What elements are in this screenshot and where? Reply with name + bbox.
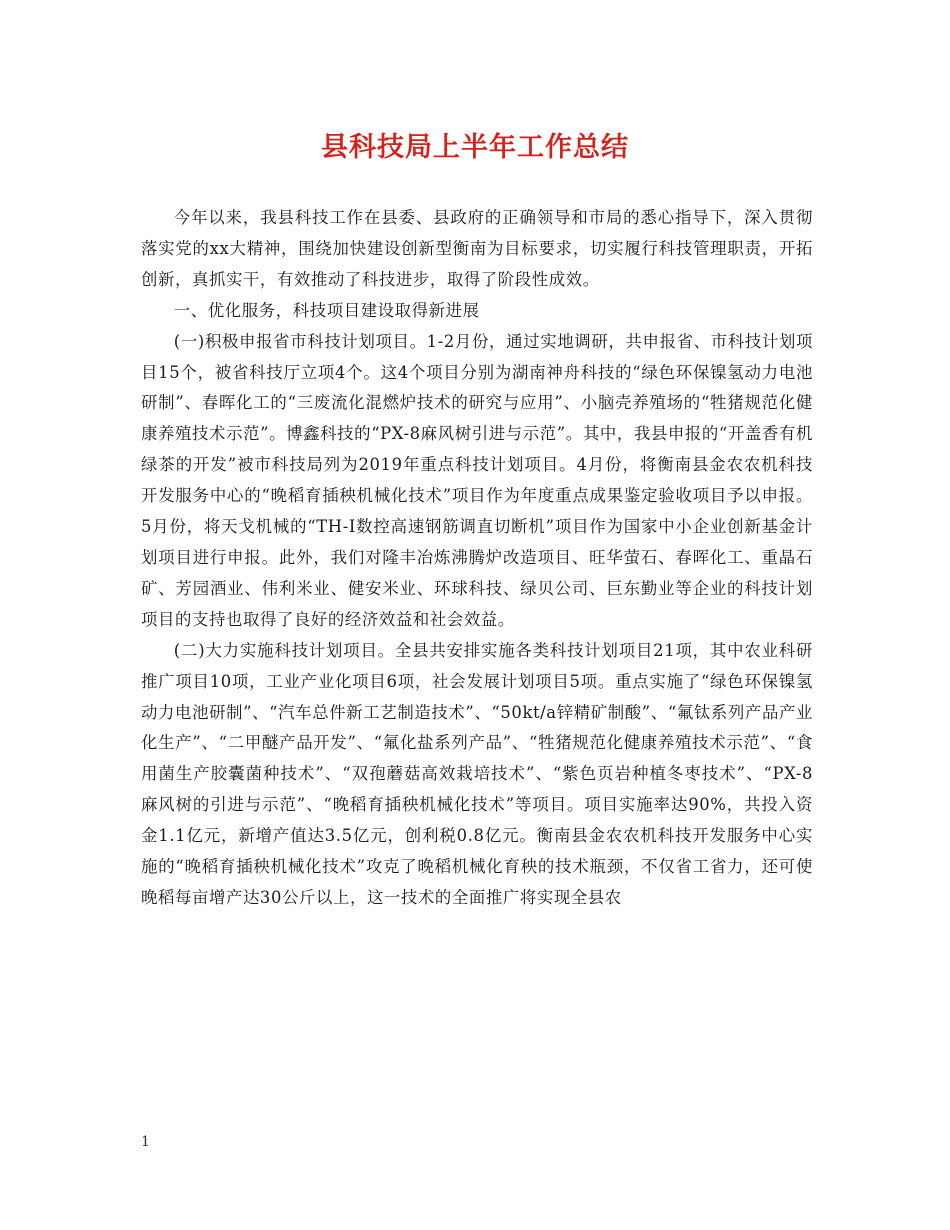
document-title: 县科技局上半年工作总结 — [321, 132, 629, 163]
page-number: 1 — [141, 1134, 150, 1150]
document-body — [141, 203, 813, 914]
section-heading: 一、优化服务，科技项目建设取得新进展 — [173, 300, 480, 320]
paragraph-subsection-1: (一)积极申报省市科技计划项目。1-2月份，通过实地调研，共申报省、市科技计划项目15个，被省科技厅立项4个。这4个项目分别为湖南神舟科技的“绿色环保镍氢动力电池研制”、春晖化工的“三废流化混燃炉技术的研究与应用”、小脑壳养殖场的“牲猪规范化健康养殖技术示范”。博鑫科技的“PX-8麻风树引进与示范”。其中，我县申报的“开盖香有机绿茶的开发”被市科技局列为2019年重点科技计划项目。4月份，将衡南县金农农机科技开发服务中心的“晚稻育插秧机械化技术”项目作为年度重点成果鉴定验收项目予以申报。5月份，将天戈机械的“TH-I数控高速钢筋调直切断机”项目作为国家中小企业创新基金计划项目进行申报。此外，我们对隆丰冶炼沸腾炉改造项目、旺华萤石、春晖化工、重晶石矿、芳园酒业、伟利米业、健安米业、环球科技、绿贝公司、巨东勤业等企业的科技计划项目的支持也取得了良好的经济效益和社会效益。 — [141, 331, 813, 629]
paragraph-subsection-2: (二)大力实施科技计划项目。全县共安排实施各类科技计划项目21项，其中农业科研推广项目10项，工业产业化项目6项，社会发展计划项目5项。重点实施了“绿色环保镍氢动力电池研制”、“汽车总件新工艺制造技术”、“50kt/a锌精矿制酸”、“氟钛系列产品产业化生产”、“二甲醚产品开发”、“氟化盐系列产品”、“牲猪规范化健康养殖技术示范”、“食用菌生产胶囊菌种技术”、“双孢蘑菇高效栽培技术”、“紫色页岩种植冬枣技术”、“PX-8麻风树的引进与示范”、“晚稻育插秧机械化技术”等项目。项目实施率达90%，共投入资金1.1亿元，新增产值达3.5亿元，创利税0.8亿元。衡南县金农农机科技开发服务中心实施的“晚稻育插秧机械化技术”攻克了晚稻机械化育秧的技术瓶颈，不仅省工省力，还可使晚稻每亩增产达30公斤以上，这一技术的全面推广将实现全县农 — [141, 640, 813, 907]
paragraph-intro: 今年以来，我县科技工作在县委、县政府的正确领导和市局的悉心指导下，深入贯彻落实党的xx大精神，围绕加快建设创新型衡南为目标要求，切实履行科技管理职责，开拓创新，真抓实干，有效推动了科技进步，取得了阶段性成效。 — [141, 208, 813, 289]
